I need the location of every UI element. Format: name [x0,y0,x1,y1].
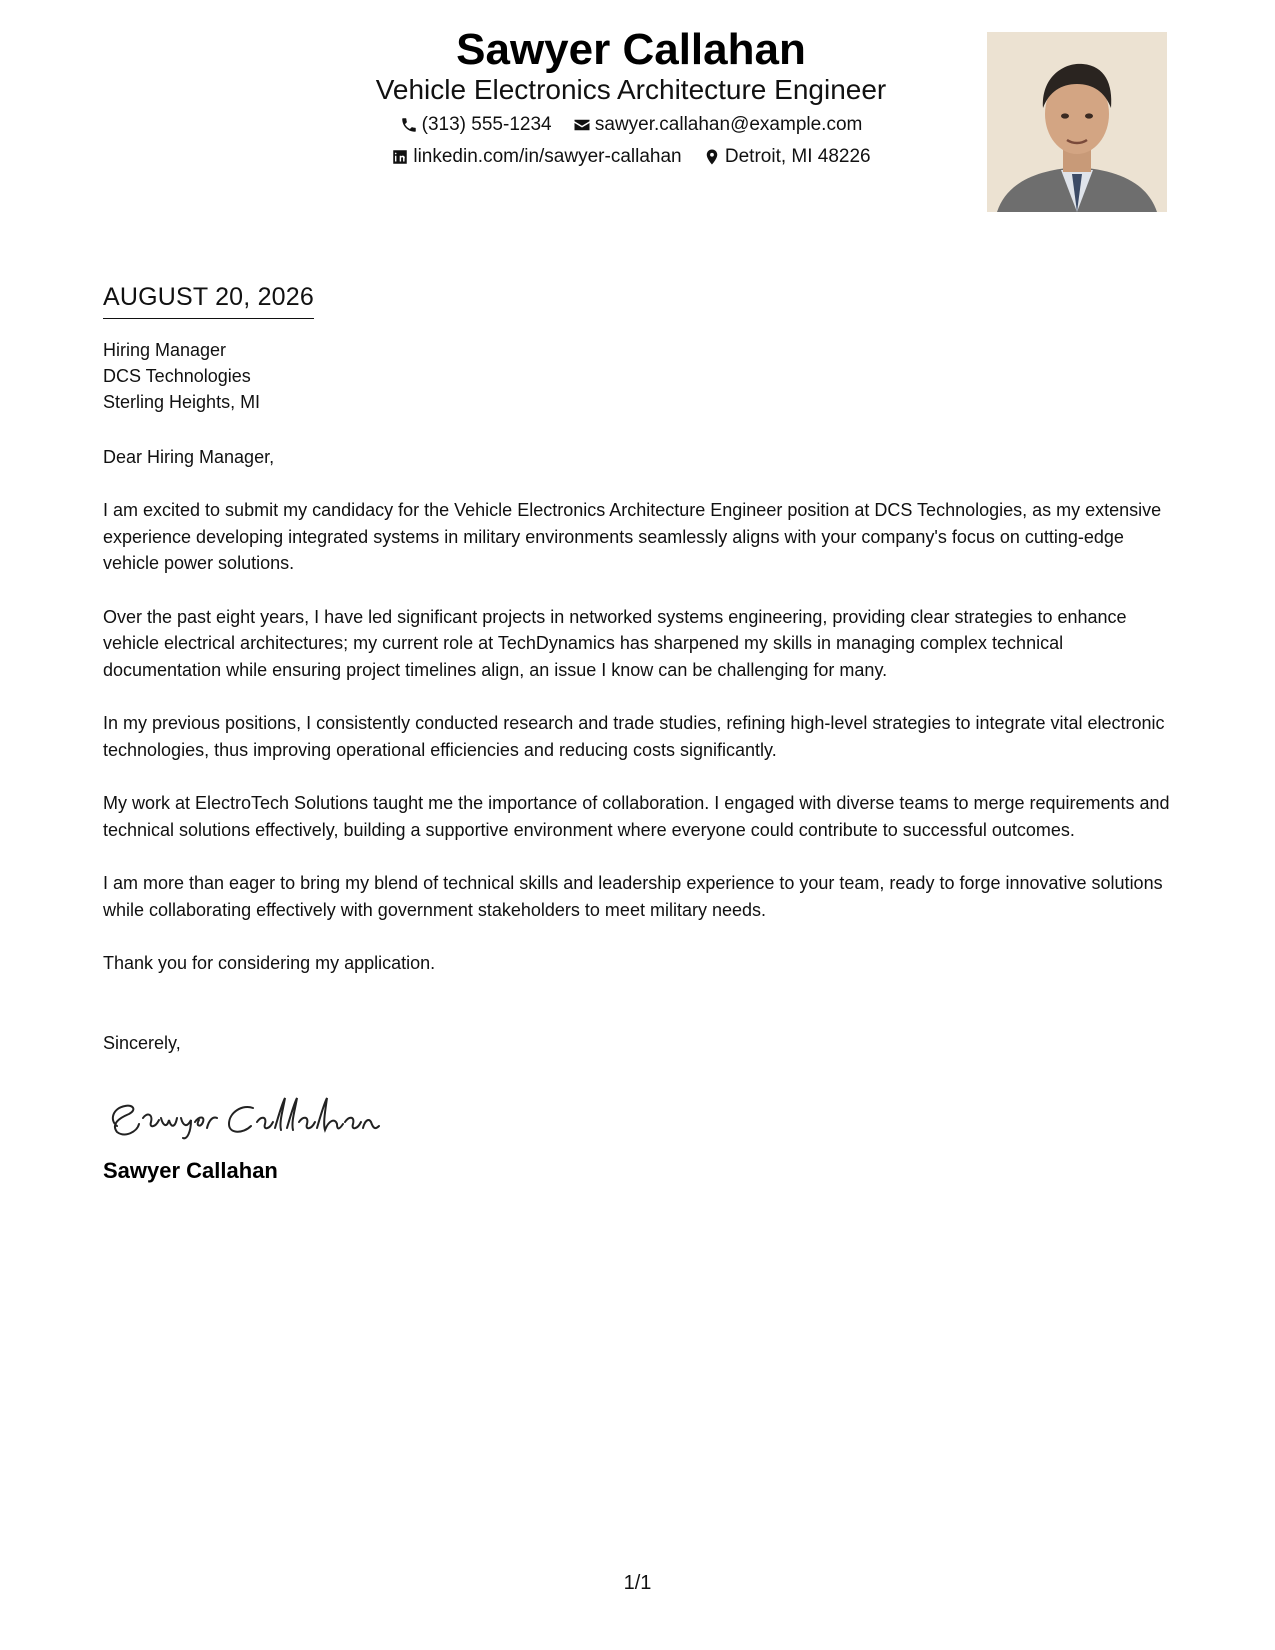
recipient-company: DCS Technologies [103,366,251,386]
body-paragraph-1: I am excited to submit my candidacy for the Vehicle Electronics Architecture Engineer position at DCS Technologies, as my extensive experience developing integrated systems in military environments seamlessly aligns with your company's focus on cutting-edge vehicle power solutions. [103,500,1162,573]
page-number: 1/1 [623,1572,652,1594]
signer-name: Sawyer Callahan [103,1157,278,1183]
applicant-name: Sawyer Callahan [456,25,806,74]
body-paragraph-6: Thank you for considering my application. [103,953,436,973]
email-text: sawyer.callahan@example.com [594,114,863,135]
contact-location [703,144,871,170]
salutation: Dear Hiring Manager, [103,447,275,467]
closing: Sincerely, [103,1032,181,1053]
resume-header [0,22,1275,212]
linkedin-text: linkedin.com/in/sawyer-callahan [413,146,682,167]
letter-date: AUGUST 20, 2026 [103,280,314,319]
handwritten-signature [103,1084,383,1140]
linkedin-icon [391,148,409,166]
contact-phone[interactable] [400,112,552,138]
recipient-location: Sterling Heights, MI [103,392,261,412]
body-paragraph-4: My work at ElectroTech Solutions taught me the importance of collaboration. I engaged with diverse teams to merge requirements and technical solutions effectively, building a supportive environment where everyone could contribute to successful outcomes. [103,793,1170,840]
contact-linkedin[interactable] [391,144,681,170]
profile-photo [987,32,1167,212]
contact-email[interactable] [573,112,862,138]
recipient-block [103,337,1173,415]
phone-icon [400,116,418,134]
body-paragraph-5: I am more than eager to bring my blend of technical skills and leadership experience to your team, ready to forge innovative solutions while collaborating effectively with government stakeholders to meet military needs. [103,873,1163,920]
phone-text: (313) 555-1234 [421,114,552,135]
job-title: Vehicle Electronics Architecture Engineer [375,74,887,105]
map-pin-icon [703,148,721,166]
body-paragraph-2: Over the past eight years, I have led significant projects in networked systems engineering, providing clear strategies to enhance vehicle electrical architectures; my current role at TechDynamics has sharpened my skills in managing complex technical documentation while ensuring project timelines align, an issue I know can be challenging for many. [103,606,1127,680]
location-text: Detroit, MI 48226 [724,146,871,167]
recipient-title: Hiring Manager [103,340,227,360]
cover-letter-body [103,280,1173,1186]
body-paragraph-3: In my previous positions, I consistently conducted research and trade studies, refining high-level strategies to integrate vital electronic technologies, thus improving operational efficiencies and reducing costs significantly. [103,713,1165,760]
envelope-icon [573,116,591,134]
